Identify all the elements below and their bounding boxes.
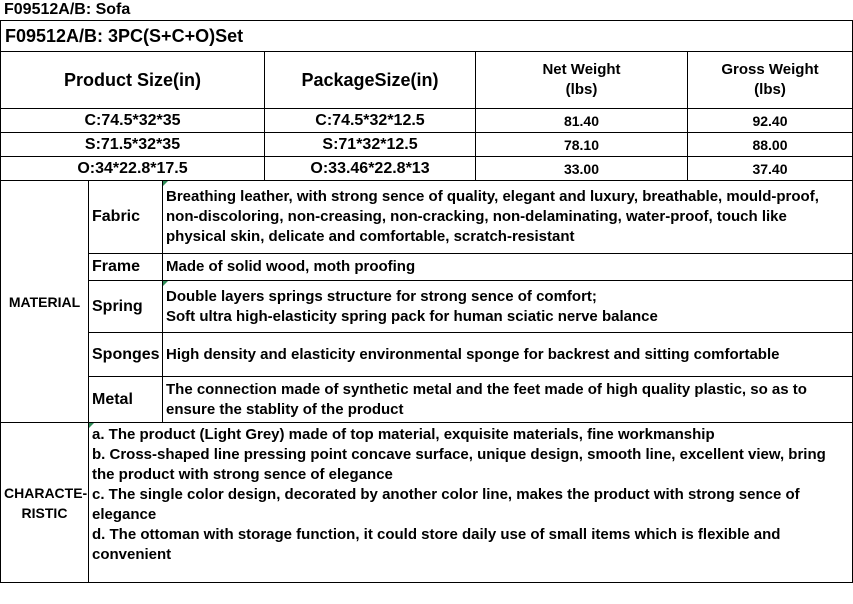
material-row-frame (1, 254, 853, 281)
spec-table (0, 20, 853, 583)
set-title-row (1, 21, 853, 52)
set-title: F09512A/B: 3PC(S+C+O)Set (1, 21, 853, 52)
header-gross-weight-line1: Gross Weight (721, 61, 819, 78)
sheet-title: F09512A/B: Sofa (4, 1, 131, 18)
material-frame-label: Frame (89, 254, 163, 281)
material-spring-line2: Soft ultra high-elasticity spring pack for human sciatic nerve balance (166, 307, 658, 325)
table-row (1, 109, 853, 133)
characteristic-point-a: a. The product (Light Grey) made of top material, exquisite materials, fine workmanship (92, 426, 715, 443)
net-weight-cell: 78.10 (476, 133, 688, 157)
characteristic-point-d: d. The ottoman with storage function, it could store daily use of small items which is flexible and convenient (92, 526, 781, 563)
material-spring-text (163, 281, 853, 333)
material-fabric-desc: Breathing leather, with strong sence of quality, elegant and luxury, breathable, mould-proof, non-discoloring, non-creasing, non-cracking, non-delaminating, water-proof, touch like physical skin, delicate and comfortable, scratch-resistant (166, 188, 819, 245)
material-spring-label: Spring (89, 281, 163, 333)
package-size-cell: C:74.5*32*12.5 (265, 109, 476, 133)
comment-marker-icon (163, 281, 168, 286)
material-fabric-text (163, 181, 853, 254)
header-row (1, 52, 853, 109)
characteristic-point-b: b. Cross-shaped line pressing point concave surface, unique design, smooth line, excellent view, bring the product with strong sence of elegance (92, 446, 826, 483)
product-size-cell: O:34*22.8*17.5 (1, 157, 265, 181)
product-size-cell: C:74.5*32*35 (1, 109, 265, 133)
net-weight-cell: 33.00 (476, 157, 688, 181)
header-net-weight-line2: (lbs) (565, 81, 598, 98)
material-row-spring (1, 281, 853, 333)
header-gross-weight-line2: (lbs) (754, 81, 786, 98)
characteristic-label (1, 423, 89, 583)
material-label: MATERIAL (1, 181, 89, 423)
material-sponges-text: High density and elasticity environmental sponge for backrest and sitting comfortable (163, 333, 853, 377)
material-row-fabric (1, 181, 853, 254)
material-row-metal (1, 377, 853, 423)
gross-weight-cell: 92.40 (688, 109, 853, 133)
characteristic-label-line1: CHARACTE- (4, 484, 88, 501)
material-fabric-label: Fabric (89, 181, 163, 254)
gross-weight-cell: 37.40 (688, 157, 853, 181)
package-size-cell: O:33.46*22.8*13 (265, 157, 476, 181)
characteristic-row (1, 423, 853, 583)
characteristic-point-c: c. The single color design, decorated by another color line, makes the product with strong sence of elegance (92, 486, 800, 523)
comment-marker-icon (163, 181, 168, 186)
material-row-sponges (1, 333, 853, 377)
characteristic-label-line2: RISTIC (21, 504, 68, 521)
package-size-cell: S:71*32*12.5 (265, 133, 476, 157)
header-product-size: Product Size(in) (1, 52, 265, 109)
net-weight-cell: 81.40 (476, 109, 688, 133)
material-metal-text: The connection made of synthetic metal and the feet made of high quality plastic, so as to ensure the stablity of the product (163, 377, 853, 423)
header-package-size: PackageSize(in) (265, 52, 476, 109)
table-row (1, 157, 853, 181)
characteristic-text (89, 423, 853, 583)
comment-marker-icon (89, 423, 94, 428)
material-sponges-label: Sponges (89, 333, 163, 377)
material-frame-text: Made of solid wood, moth proofing (163, 254, 853, 281)
gross-weight-cell: 88.00 (688, 133, 853, 157)
product-size-cell: S:71.5*32*35 (1, 133, 265, 157)
header-net-weight (476, 52, 688, 109)
material-spring-line1: Double layers springs structure for strong sence of comfort; (166, 287, 597, 305)
material-metal-label: Metal (89, 377, 163, 423)
header-gross-weight (688, 52, 853, 109)
table-row (1, 133, 853, 157)
header-net-weight-line1: Net Weight (542, 61, 621, 78)
